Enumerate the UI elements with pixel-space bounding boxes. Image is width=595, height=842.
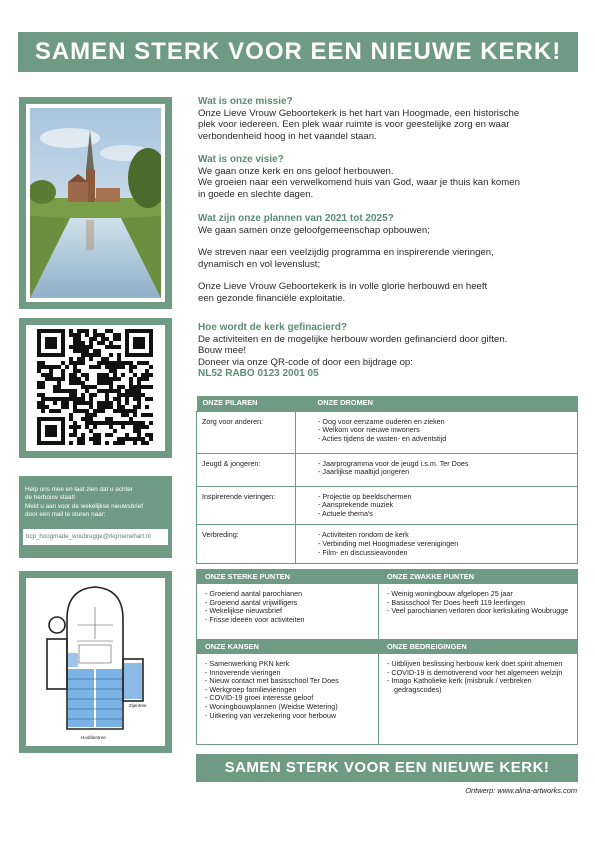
help-line: Meld u aan voor de wekelijkse nieuwsbrief (25, 502, 143, 510)
dreams-cell (296, 486, 578, 525)
table-header: ONZE PILAREN (197, 396, 296, 411)
dreams-cell (296, 453, 578, 486)
list-item: - Innoverende vieringen (205, 667, 281, 677)
dream-item: - Actuele thema's (318, 508, 373, 518)
pillar-cell: Zorg voor anderen: (197, 411, 296, 453)
financiering-line: De activiteiten en de mogelijke herbouw worden gefinancierd door giften. (198, 333, 508, 345)
list-item: - Nieuw contact met basisschool Ter Does (205, 676, 339, 686)
church-floorplan (19, 571, 172, 753)
vision-section (198, 154, 520, 200)
plannen-line: Onze Lieve Vrouw Geboortekerk is in volle glorie herbouwd en heeft (198, 281, 488, 293)
dream-item: - Oog voor eenzame ouderen en zieken (318, 416, 445, 426)
finance-section (198, 322, 507, 380)
plannen-heading: Wat zijn onze plannen van 2021 tot 2025? (198, 213, 394, 224)
pillar-cell: Inspirerende vieringen: (197, 486, 296, 525)
visie-heading: Wat is onze visie? (198, 154, 284, 165)
dreams-cell (296, 525, 578, 564)
financiering-line: Bouw mee! (198, 345, 246, 357)
opportunities-box (196, 639, 379, 745)
plans-section (198, 213, 494, 305)
financiering-heading: Hoe wordt de kerk gefinacierd? (198, 322, 347, 333)
list-item: - Imago Katholieke kerk (misbruik / verbreken gedragscodes) (387, 676, 532, 694)
strengths-box (196, 569, 379, 640)
dream-item: - Jaarlijkse maaltijd jongeren (318, 467, 410, 477)
dream-item: - Projectie op beeldschermen (318, 491, 412, 501)
help-line: Help ons mee en laat zien dat u achter (25, 486, 133, 493)
weaknesses-box (378, 569, 578, 640)
dream-item: - Film- en discussieavonden (318, 547, 408, 557)
bottom-title: SAMEN STERK VOOR EEN NIEUWE KERK! (196, 754, 578, 782)
table-header: ONZE DROMEN (296, 396, 578, 411)
church-painting (19, 97, 172, 309)
plannen-line: We gaan samen onze geloofgemeenschap opbouwen; (198, 224, 430, 236)
list-item: - Veel parochianen verloren door kerksluiting Woubrugge (387, 606, 569, 616)
dream-item: - Activiteiten rondom de kerk (318, 530, 409, 540)
missie-heading: Wat is onze missie? (198, 96, 293, 107)
financiering-line: Doneer via onze QR-code of door een bijdrage op: (198, 356, 413, 368)
table-row (197, 453, 578, 486)
strengths-header: ONZE STERKE PUNTEN (197, 570, 378, 584)
list-item: - Weinig woningbouw afgelopen 25 jaar (387, 589, 513, 598)
visie-line: We gaan onze kerk en ons geloof herbouwen. (198, 165, 394, 177)
visie-line: in goede en slechte dagen. (198, 188, 314, 200)
dream-item: - Jaarprogramma voor de jeugd i.s.m. Ter Does (318, 458, 469, 468)
list-item: - Groeiend aantal parochianen (205, 589, 303, 598)
list-item: - Woningbouwplannen (Weidse Wetering) (205, 701, 338, 711)
pillars-table (196, 396, 578, 564)
dream-item: - Welkom voor nieuwe inwoners (318, 425, 420, 435)
pillar-cell: Verbreding: (197, 525, 296, 564)
dream-item: - Acties tijdens de vasten- en adventstijd (318, 433, 447, 443)
newsletter-email-link[interactable]: bcp_hoogmade_woubrugge@rkgroenehart.nl (23, 529, 168, 545)
list-item: - Uitkering van verzekering voor herbouw (205, 710, 337, 720)
threats-header: ONZE BEDREIGINGEN (379, 640, 577, 654)
table-row (197, 486, 578, 525)
table-row (197, 525, 578, 564)
opportunities-header: ONZE KANSEN (197, 640, 378, 654)
threats-box (378, 639, 578, 745)
missie-line: verbondenheid hoog in het vaandel staan. (198, 130, 377, 142)
help-line: door een mail te sturen naar: (25, 511, 106, 519)
list-item: - Frisse ideeën voor activiteiten (205, 614, 305, 624)
list-item: - Uitblijven beslissing herbouw kerk doet spirit afnemen (387, 659, 563, 668)
list-item: - COVID-19 is demotiverend voor het algemeen welzijn (387, 667, 563, 677)
dream-item: - Verbinding met Hoogmadese verenigingen (318, 538, 459, 548)
floorplan-hoofd-label: Hoofdentree (81, 735, 106, 740)
help-line: de herbouw staat! (25, 494, 76, 502)
missie-line: Onze Lieve Vrouw Geboortekerk is het hart van Hoogmade, een historische (198, 107, 520, 119)
missie-line: plek voor iedereen. Een plek waar ruimte is voor geestelijke zorg en waar (198, 119, 510, 131)
plannen-line: dynamisch en vol levenslust; (198, 258, 321, 270)
newsletter-box (19, 476, 172, 558)
list-item: - COVID-19 groei interesse geloof (205, 693, 314, 703)
floorplan-zij-label: Zijentree (129, 703, 147, 708)
iban-number: NL52 RABO 0123 2001 05 (198, 368, 319, 380)
visie-line: We groeien naar een verwelkomend huis van God, waar je thuis kan komen (198, 177, 520, 189)
list-item: - Werkgroep familievieringen (205, 684, 297, 694)
table-row (197, 411, 578, 453)
mission-section (198, 96, 519, 142)
pillar-cell: Jeugd & jongeren: (197, 453, 296, 486)
plannen-line: We streven naar een veelzijdig programma en inspirerende vieringen, (198, 247, 494, 259)
list-item: - Basisschool Ter Does heeft 119 leerlingen (387, 597, 525, 607)
list-item: - Wekelijkse nieuwsbrief (205, 606, 282, 616)
design-credit: Ontwerp: www.alina-artworks.com (465, 786, 577, 795)
weaknesses-header: ONZE ZWAKKE PUNTEN (379, 570, 577, 584)
donation-qr-code[interactable] (19, 318, 172, 458)
plannen-line: een gezonde financiële exploitatie. (198, 292, 346, 304)
dreams-cell (296, 411, 578, 453)
list-item: - Groeiend aantal vrijwilligers (205, 597, 298, 607)
swot-grid (196, 569, 578, 745)
page-title: SAMEN STERK VOOR EEN NIEUWE KERK! (18, 32, 578, 72)
list-item: - Samenwerking PKN kerk (205, 659, 290, 668)
dream-item: - Aansprekende muziek (318, 500, 394, 510)
